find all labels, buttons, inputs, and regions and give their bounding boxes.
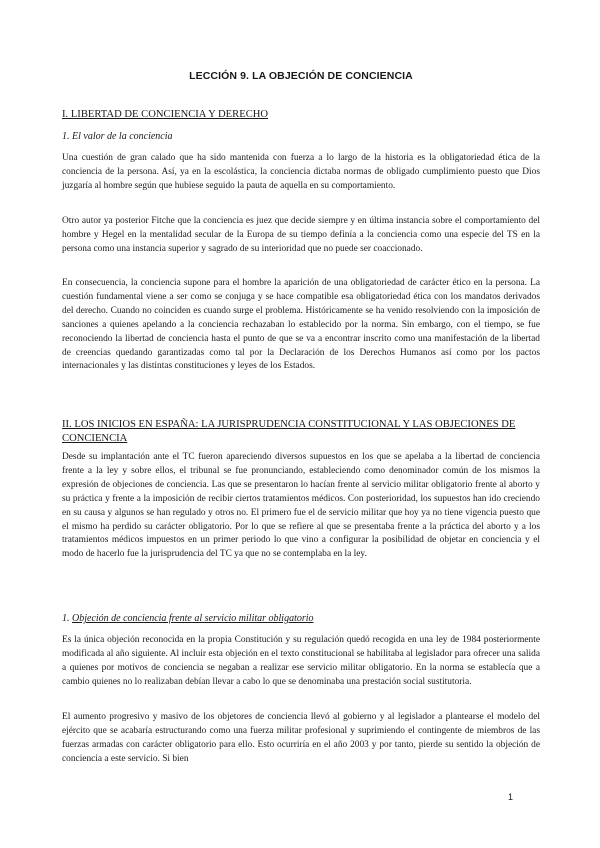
document-title: LECCIÓN 9. LA OBJECIÓN DE CONCIENCIA (189, 70, 413, 82)
paragraph: Es la única objeción reconocida en la propia Constitución y su regulación quedó recogida en una ley de 1984 posteriormente modificada al año siguiente. Al incluir esta objeción en el texto constitucional se habilitaba al legislador para ofrecer una salida a quienes por motivos de conciencia se negaban a realizar ese servicio militar obligatorio. En la norma se establecía que a cambio quienes no lo realizaban debían llevar a cabo lo que se denominaba una prestación social sustitutoria. (62, 635, 540, 687)
subsection-title: Objeción de conciencia frente al servicio militar obligatorio (72, 613, 314, 624)
subsection-number: 1. (62, 613, 72, 624)
paragraph: Una cuestión de gran calado que ha sido mantenida con fuerza a lo largo de la historia es la obligatoriedad ética de la conciencia de la persona. Así, ya en la escolástica, la conciencia dictaba normas de obligado cumplimiento puesto que Dios juzgaría al hombre según que hubiese seguido la pauta de aquella en su comportamiento. (62, 153, 540, 191)
section-heading: I. LIBERTAD DE CONCIENCIA Y DERECHO (62, 109, 269, 120)
paragraph: El aumento progresivo y masivo de los objetores de conciencia llevó al gobierno y al legislador a plantearse el modelo del ejército que se acabaría estructurando como una fuerza militar profesional y suprimiendo el contingente de miembros de las fuerzas armadas con carácter obligatorio para ello. Esto ocurriría en el año 2003 y por tanto, pierde su sentido la objeción de conciencia a este servicio. Si bien (62, 712, 540, 764)
subsection-heading (62, 612, 540, 625)
paragraph: Otro autor ya posterior Fitche que la conciencia es juez que decide siempre y en última instancia sobre el comportamiento del hombre y Hegel en la mentalidad secular de la Europa de su tiempo definía a la conciencia como una especie del TS en la persona como una instancia superior y sagrado de su interioridad que no puede ser coaccionado. (62, 216, 540, 254)
page-number: 1 (508, 792, 514, 802)
paragraph: En consecuencia, la conciencia supone para el hombre la aparición de una obligatoriedad de carácter ético en la persona. La cuestión fundamental viene a ser como se conjuga y se hace compatible esa obligatoriedad ética con los mandatos derivados del derecho. Cuando no coinciden es cuando surge el problema. Históricamente se ha venido resolviendo con la imposición de sanciones a quienes apelando a la conciencia rechazaban lo establecido por la norma. Sin embargo, con el tiempo, se fue reconociendo la libertad de conciencia hasta el punto de que se va a encontrar inscrito como una manifestación de la libertad de creencias quedando garantizadas como tal por la Declaración de los Derechos Humanos así como por los pactos internacionales y las distintas constituciones y leyes de los Estados. (62, 278, 540, 372)
subsection-heading: 1. El valor de la conciencia (62, 131, 173, 142)
section-heading: II. LOS INICIOS EN ESPAÑA: LA JURISPRUDENCIA CONSTITUCIONAL Y LAS OBJECIONES DE CONCIENCIA (62, 419, 516, 444)
paragraph: Desde su implantación ante el TC fueron apareciendo diversos supuestos en los que se apelaba a la libertad de conciencia frente a la ley y sobre ellos, el tribunal se fue pronunciando, estableciendo como denominador común de los mismos la expresión de objeciones de conciencia. Las que se presentaron lo hacían frente al servicio militar obligatorio frente al aborto y su práctica y frente a la imposición de recibir ciertos tratamientos médicos. Con posterioridad, los supuestos han ido creciendo en su causa y algunos se han regulado y otros no. El primero fue el de servicio militar que hoy ya no tiene vigencia puesto que el mismo ha perdido su carácter obligatorio. Por lo que se refiere al que se presentaba frente a la práctica del aborto y a los tratamientos médicos impuestos en un primer periodo lo que vino a configurar la posibilidad de objetar en conciencia y el modo de hacerlo fue la jurisprudencia del TC ya que no se contemplaba en la ley. (62, 452, 540, 560)
